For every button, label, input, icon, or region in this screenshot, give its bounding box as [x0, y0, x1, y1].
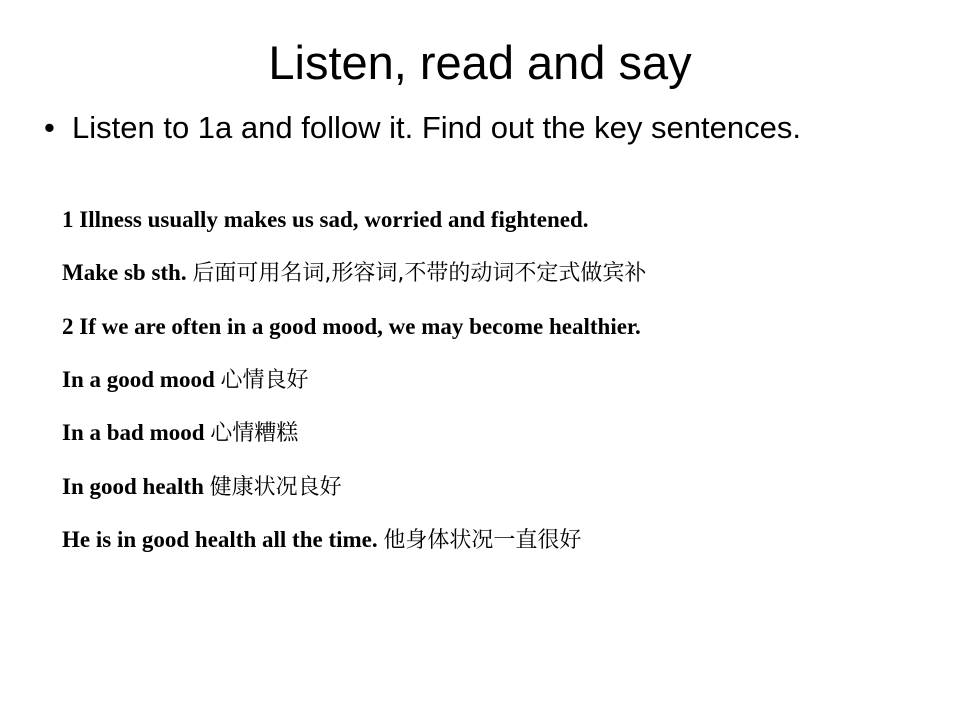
body-line-4 [62, 365, 942, 395]
bullet-item-label: Listen to 1a and follow it. Find out the key sentences. [72, 110, 801, 145]
body-line-5-cn: 心情糟糕 [210, 421, 299, 447]
body-line-7 [62, 525, 942, 555]
body-line-5 [62, 418, 942, 448]
body-text [62, 205, 942, 579]
bullet-dot-icon: • [44, 110, 55, 145]
body-line-6-en: In good health [62, 473, 210, 499]
body-line-1-en: 1 Illness usually makes us sad, worried and fightened. [62, 207, 589, 232]
body-line-4-cn: 心情良好 [220, 368, 309, 394]
body-line-7-en: He is in good health all the time. [62, 527, 384, 553]
body-line-6-cn: 健康状况良好 [209, 474, 342, 500]
body-line-1 [62, 205, 942, 235]
body-line-5-en: In a bad mood [62, 420, 211, 446]
body-line-6 [62, 472, 942, 502]
body-line-3 [62, 312, 942, 342]
body-line-2-cn: 后面可用名词,形容词,不带的动词不定式做宾补 [192, 261, 647, 287]
page-title: Listen, read and say [268, 36, 692, 89]
body-line-2 [62, 258, 942, 288]
list-item [44, 108, 924, 148]
body-line-7-cn: 他身体状况一直很好 [383, 528, 582, 554]
bullet-list [44, 108, 924, 148]
body-line-3-en: 2 If we are often in a good mood, we may become healthier. [62, 313, 641, 339]
body-line-4-en: In a good mood [62, 367, 221, 393]
body-line-2-en: Make sb sth. [62, 260, 193, 286]
